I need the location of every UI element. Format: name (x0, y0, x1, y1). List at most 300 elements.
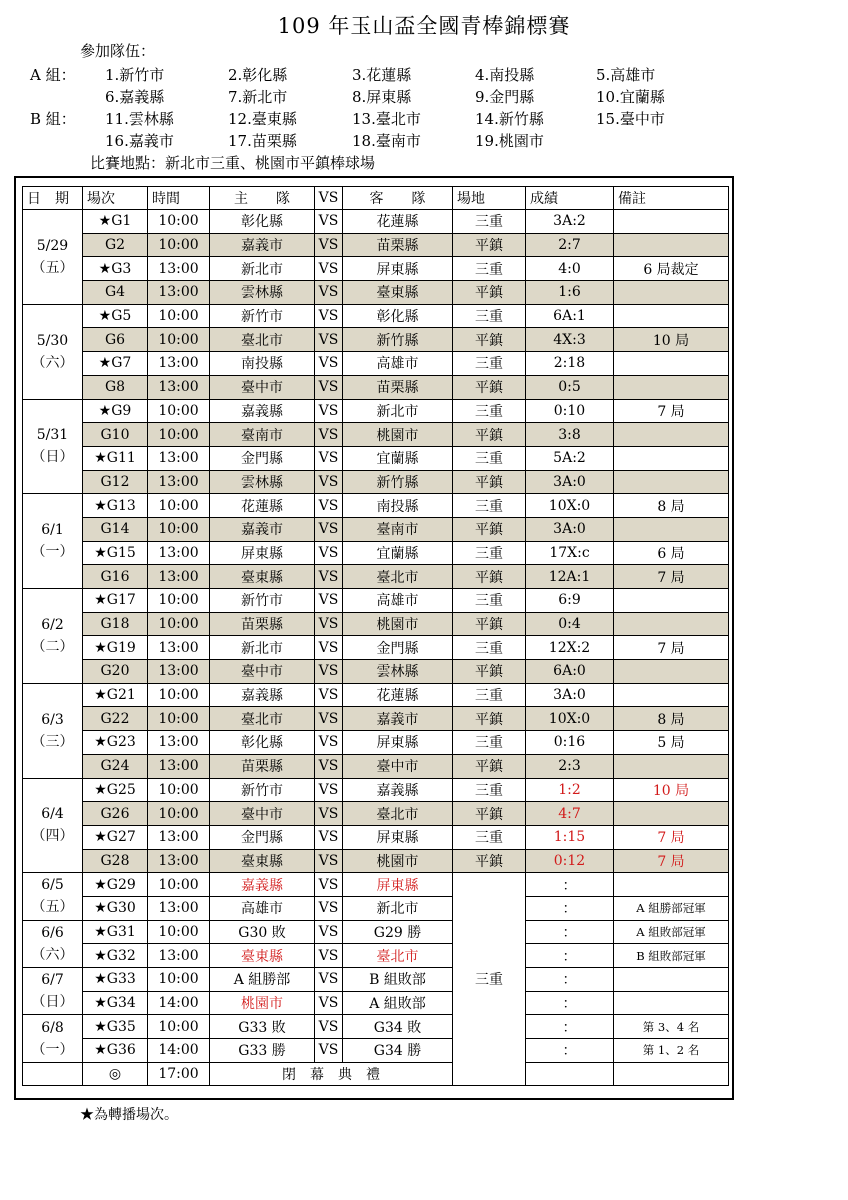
game-id: ★G34 (83, 991, 148, 1015)
game-score: 3:8 (526, 423, 614, 447)
team-entry: 13.臺北市 (352, 110, 421, 128)
vs-label: VS (315, 707, 343, 731)
away-team: 桃園市 (343, 612, 453, 636)
vs-label: VS (315, 754, 343, 778)
away-team: 屏東縣 (343, 731, 453, 755)
home-team: 臺南市 (210, 423, 315, 447)
game-venue: 平鎮 (453, 281, 526, 305)
game-note: 第 3、4 名 (614, 1015, 729, 1039)
table-row (23, 210, 729, 234)
game-time: 10:00 (148, 683, 210, 707)
game-score: 6A:0 (526, 660, 614, 684)
game-score: 4X:3 (526, 328, 614, 352)
team-entry: 19.桃園市 (475, 132, 544, 150)
game-score: 0:12 (526, 849, 614, 873)
game-note: 10 局 (614, 328, 729, 352)
away-team: G34 敗 (343, 1015, 453, 1039)
away-team: 臺東縣 (343, 281, 453, 305)
game-score: ： (526, 896, 614, 920)
game-id: ★G33 (83, 968, 148, 992)
game-time: 10:00 (148, 968, 210, 992)
table-row (23, 802, 729, 826)
home-team: 臺北市 (210, 328, 315, 352)
day-of-week: （六） (31, 354, 74, 371)
game-note: 6 局 (614, 541, 729, 565)
home-team: 南投縣 (210, 352, 315, 376)
away-team: 花蓮縣 (343, 210, 453, 234)
table-row (23, 873, 729, 897)
away-team: 桃園市 (343, 423, 453, 447)
header-score: 成績 (526, 187, 614, 210)
home-team: 金門縣 (210, 825, 315, 849)
game-note: 8 局 (614, 494, 729, 518)
game-time: 10:00 (148, 802, 210, 826)
vs-label: VS (315, 257, 343, 281)
header-away: 客 隊 (343, 187, 453, 210)
header-time: 時間 (148, 187, 210, 210)
game-time: 10:00 (148, 210, 210, 234)
game-note: 7 局 (614, 399, 729, 423)
team-entry: 11.雲林縣 (105, 110, 174, 128)
game-score: 4:0 (526, 257, 614, 281)
game-venue: 三重 (453, 446, 526, 470)
home-team: 新北市 (210, 257, 315, 281)
game-id: G22 (83, 707, 148, 731)
date-cell (23, 589, 83, 684)
vs-label: VS (315, 873, 343, 897)
date-cell (23, 494, 83, 589)
vs-label: VS (315, 589, 343, 613)
game-note (614, 612, 729, 636)
game-note (614, 683, 729, 707)
game-id: ★G11 (83, 446, 148, 470)
home-team: G30 敗 (210, 920, 315, 944)
vs-label: VS (315, 825, 343, 849)
game-id: G24 (83, 754, 148, 778)
table-row (23, 565, 729, 589)
game-note: A 組敗部冠軍 (614, 920, 729, 944)
game-venue: 三重 (453, 257, 526, 281)
team-entry: 5.高雄市 (596, 66, 656, 84)
game-note: 8 局 (614, 707, 729, 731)
table-row (23, 281, 729, 305)
game-time: 13:00 (148, 375, 210, 399)
game-time: 10:00 (148, 494, 210, 518)
game-venue: 三重 (453, 778, 526, 802)
date-text: 6/4 (41, 806, 64, 823)
vs-label: VS (315, 375, 343, 399)
vs-label: VS (315, 541, 343, 565)
game-id: ★G30 (83, 896, 148, 920)
game-id: G10 (83, 423, 148, 447)
footer-note: ★為轉播場次。 (80, 1107, 178, 1123)
closing-empty-date (23, 1062, 83, 1086)
team-entry: 17.苗栗縣 (228, 132, 297, 150)
table-row (23, 352, 729, 376)
day-of-week: （一） (31, 1041, 74, 1058)
team-entry: 14.新竹縣 (475, 110, 544, 128)
vs-label: VS (315, 399, 343, 423)
away-team: 雲林縣 (343, 660, 453, 684)
game-time: 10:00 (148, 778, 210, 802)
vs-label: VS (315, 1039, 343, 1063)
game-id: ★G15 (83, 541, 148, 565)
game-id: G8 (83, 375, 148, 399)
game-note (614, 233, 729, 257)
vs-label: VS (315, 612, 343, 636)
home-team: 新竹市 (210, 304, 315, 328)
vs-label: VS (315, 778, 343, 802)
away-team: 臺北市 (343, 944, 453, 968)
game-score: 5A:2 (526, 446, 614, 470)
vs-label: VS (315, 233, 343, 257)
game-score: ： (526, 991, 614, 1015)
header-date: 日 期 (23, 187, 83, 210)
header-venue: 場地 (453, 187, 526, 210)
away-team: 高雄市 (343, 589, 453, 613)
game-venue: 平鎮 (453, 660, 526, 684)
table-row (23, 233, 729, 257)
game-score: 1:15 (526, 825, 614, 849)
game-time: 13:00 (148, 565, 210, 589)
game-id: ★G1 (83, 210, 148, 234)
home-team: 臺中市 (210, 375, 315, 399)
date-cell (23, 778, 83, 873)
team-entry: 15.臺中市 (596, 110, 665, 128)
game-score: 2:3 (526, 754, 614, 778)
game-note (614, 754, 729, 778)
table-row (23, 991, 729, 1015)
away-team: 新北市 (343, 399, 453, 423)
home-team: G33 敗 (210, 1015, 315, 1039)
away-team: G34 勝 (343, 1039, 453, 1063)
vs-label: VS (315, 328, 343, 352)
home-team: 臺東縣 (210, 849, 315, 873)
game-venue: 平鎮 (453, 612, 526, 636)
game-time: 13:00 (148, 257, 210, 281)
closing-row (23, 1062, 729, 1086)
away-team: 臺北市 (343, 565, 453, 589)
vs-label: VS (315, 968, 343, 992)
game-score: 3A:0 (526, 470, 614, 494)
home-team: 新竹市 (210, 589, 315, 613)
vs-label: VS (315, 423, 343, 447)
game-note (614, 281, 729, 305)
day-of-week: （一） (31, 544, 74, 561)
table-row (23, 849, 729, 873)
home-team: G33 勝 (210, 1039, 315, 1063)
table-row (23, 399, 729, 423)
game-venue: 平鎮 (453, 233, 526, 257)
vs-label: VS (315, 920, 343, 944)
game-note (614, 352, 729, 376)
away-team: 彰化縣 (343, 304, 453, 328)
home-team: 彰化縣 (210, 210, 315, 234)
day-of-week: （六） (31, 946, 74, 963)
away-team: 屏東縣 (343, 257, 453, 281)
table-row (23, 470, 729, 494)
game-time: 10:00 (148, 873, 210, 897)
home-team: 苗栗縣 (210, 754, 315, 778)
game-score: 0:4 (526, 612, 614, 636)
day-of-week: （二） (31, 638, 74, 655)
table-row (23, 375, 729, 399)
game-note: 7 局 (614, 636, 729, 660)
team-entry: 3.花蓮縣 (352, 66, 412, 84)
game-id: G2 (83, 233, 148, 257)
game-time: 10:00 (148, 304, 210, 328)
game-score: 10X:0 (526, 494, 614, 518)
game-score: 0:5 (526, 375, 614, 399)
date-text: 6/2 (41, 616, 64, 633)
table-row (23, 825, 729, 849)
away-team: 花蓮縣 (343, 683, 453, 707)
vs-label: VS (315, 636, 343, 660)
vs-label: VS (315, 849, 343, 873)
day-of-week: （五） (31, 899, 74, 916)
game-time: 13:00 (148, 896, 210, 920)
vs-label: VS (315, 991, 343, 1015)
game-id: G18 (83, 612, 148, 636)
game-venue: 三重 (453, 399, 526, 423)
vs-label: VS (315, 1015, 343, 1039)
game-time: 13:00 (148, 944, 210, 968)
game-score: ： (526, 920, 614, 944)
game-note (614, 470, 729, 494)
away-team: 嘉義縣 (343, 778, 453, 802)
away-team: 金門縣 (343, 636, 453, 660)
game-note (614, 589, 729, 613)
day-of-week: （日） (31, 994, 74, 1011)
venue-line: 比賽地點：新北市三重、桃園市平鎮棒球場 (90, 154, 376, 172)
away-team: B 組敗部 (343, 968, 453, 992)
day-of-week: （五） (31, 259, 74, 276)
date-cell (23, 968, 83, 1015)
team-entry: 7.新北市 (228, 88, 288, 106)
team-entry: 18.臺南市 (352, 132, 421, 150)
away-team: 苗栗縣 (343, 375, 453, 399)
game-score: 2:7 (526, 233, 614, 257)
game-id: G6 (83, 328, 148, 352)
team-entry: 12.臺東縣 (228, 110, 297, 128)
table-row (23, 423, 729, 447)
date-cell (23, 1015, 83, 1062)
away-team: 臺南市 (343, 517, 453, 541)
game-note (614, 446, 729, 470)
away-team: G29 勝 (343, 920, 453, 944)
table-row (23, 1015, 729, 1039)
table-row (23, 636, 729, 660)
game-id: ★G13 (83, 494, 148, 518)
home-team: 嘉義縣 (210, 399, 315, 423)
home-team: 臺東縣 (210, 944, 315, 968)
vs-label: VS (315, 352, 343, 376)
game-venue: 三重 (453, 352, 526, 376)
game-score: 1:6 (526, 281, 614, 305)
game-time: 14:00 (148, 991, 210, 1015)
away-team: 新竹縣 (343, 328, 453, 352)
away-team: 新竹縣 (343, 470, 453, 494)
game-note: 10 局 (614, 778, 729, 802)
game-venue: 平鎮 (453, 470, 526, 494)
vs-label: VS (315, 802, 343, 826)
date-text: 6/6 (41, 924, 64, 941)
game-venue: 三重 (453, 494, 526, 518)
game-id: G16 (83, 565, 148, 589)
date-text: 5/31 (36, 427, 69, 444)
header-vs: VS (315, 187, 343, 210)
game-time: 13:00 (148, 636, 210, 660)
team-entry: 16.嘉義市 (105, 132, 174, 150)
game-venue: 平鎮 (453, 423, 526, 447)
table-row (23, 541, 729, 565)
table-row (23, 494, 729, 518)
game-time: 13:00 (148, 281, 210, 305)
away-team: 屏東縣 (343, 873, 453, 897)
game-id: G28 (83, 849, 148, 873)
away-team: A 組敗部 (343, 991, 453, 1015)
game-score: ： (526, 873, 614, 897)
game-id: ★G5 (83, 304, 148, 328)
game-venue: 平鎮 (453, 328, 526, 352)
game-time: 10:00 (148, 423, 210, 447)
game-score: 3A:2 (526, 210, 614, 234)
table-row (23, 778, 729, 802)
game-time: 13:00 (148, 731, 210, 755)
game-time: 10:00 (148, 328, 210, 352)
table-row (23, 731, 729, 755)
game-note: B 組敗部冠軍 (614, 944, 729, 968)
closing-empty-note (614, 1062, 729, 1086)
day-of-week: （日） (31, 449, 74, 466)
home-team: 花蓮縣 (210, 494, 315, 518)
game-note: 5 局 (614, 731, 729, 755)
game-score: 0:10 (526, 399, 614, 423)
game-score: 10X:0 (526, 707, 614, 731)
game-note (614, 210, 729, 234)
game-id: ★G32 (83, 944, 148, 968)
home-team: 臺東縣 (210, 565, 315, 589)
game-venue: 平鎮 (453, 707, 526, 731)
game-score: 6:9 (526, 589, 614, 613)
game-score: 12A:1 (526, 565, 614, 589)
team-entry: 10.宜蘭縣 (596, 88, 665, 106)
game-time: 10:00 (148, 707, 210, 731)
table-row (23, 683, 729, 707)
date-text: 6/3 (41, 711, 64, 728)
game-venue: 三重 (453, 210, 526, 234)
away-team: 苗栗縣 (343, 233, 453, 257)
game-time: 13:00 (148, 660, 210, 684)
game-venue: 三重 (453, 304, 526, 328)
date-cell (23, 399, 83, 494)
vs-label: VS (315, 210, 343, 234)
table-row (23, 589, 729, 613)
home-team: 屏東縣 (210, 541, 315, 565)
closing-empty-score (526, 1062, 614, 1086)
home-team: 嘉義市 (210, 233, 315, 257)
away-team: 南投縣 (343, 494, 453, 518)
game-note: 7 局 (614, 849, 729, 873)
date-text: 6/5 (41, 877, 64, 894)
game-time: 10:00 (148, 399, 210, 423)
game-id: ★G23 (83, 731, 148, 755)
vs-label: VS (315, 494, 343, 518)
vs-label: VS (315, 565, 343, 589)
home-team: 臺中市 (210, 802, 315, 826)
team-entry: 4.南投縣 (475, 66, 535, 84)
game-score: 3A:0 (526, 683, 614, 707)
closing-label: 閉 幕 典 禮 (210, 1062, 453, 1086)
game-score: 6A:1 (526, 304, 614, 328)
vs-label: VS (315, 304, 343, 328)
game-note (614, 304, 729, 328)
game-time: 13:00 (148, 352, 210, 376)
home-team: 臺北市 (210, 707, 315, 731)
game-id: ★G19 (83, 636, 148, 660)
date-cell (23, 873, 83, 920)
away-team: 宜蘭縣 (343, 541, 453, 565)
home-team: 雲林縣 (210, 470, 315, 494)
game-time: 13:00 (148, 446, 210, 470)
game-id: G12 (83, 470, 148, 494)
away-team: 新北市 (343, 896, 453, 920)
game-note: A 組勝部冠軍 (614, 896, 729, 920)
game-venue: 三重 (453, 589, 526, 613)
game-note: 6 局裁定 (614, 257, 729, 281)
home-team: 苗栗縣 (210, 612, 315, 636)
away-team: 高雄市 (343, 352, 453, 376)
game-time: 10:00 (148, 589, 210, 613)
date-text: 6/7 (41, 972, 64, 989)
game-note: 7 局 (614, 565, 729, 589)
game-time: 13:00 (148, 541, 210, 565)
home-team: 嘉義市 (210, 517, 315, 541)
date-text: 5/30 (36, 332, 69, 349)
game-venue: 三重 (453, 825, 526, 849)
table-row (23, 754, 729, 778)
date-text: 5/29 (36, 237, 69, 254)
game-venue: 三重 (453, 541, 526, 565)
home-team: 雲林縣 (210, 281, 315, 305)
table-row (23, 612, 729, 636)
game-venue: 平鎮 (453, 802, 526, 826)
page-title: 109 年玉山盃全國青棒錦標賽 (277, 14, 571, 38)
table-row (23, 944, 729, 968)
home-team: 新北市 (210, 636, 315, 660)
game-time: 10:00 (148, 920, 210, 944)
game-id: ★G17 (83, 589, 148, 613)
closing-time: 17:00 (148, 1062, 210, 1086)
date-cell (23, 304, 83, 399)
team-entry: 8.屏東縣 (352, 88, 412, 106)
game-score: ： (526, 944, 614, 968)
away-team: 臺中市 (343, 754, 453, 778)
header-game: 場次 (83, 187, 148, 210)
game-note (614, 968, 729, 992)
team-entry: 1.新竹市 (105, 66, 165, 84)
table-row (23, 304, 729, 328)
away-team: 臺北市 (343, 802, 453, 826)
away-team: 桃園市 (343, 849, 453, 873)
game-time: 13:00 (148, 825, 210, 849)
game-venue: 三重 (453, 683, 526, 707)
table-row (23, 328, 729, 352)
date-cell (23, 683, 83, 778)
table-row (23, 896, 729, 920)
game-score: 17X:c (526, 541, 614, 565)
home-team: 嘉義縣 (210, 683, 315, 707)
